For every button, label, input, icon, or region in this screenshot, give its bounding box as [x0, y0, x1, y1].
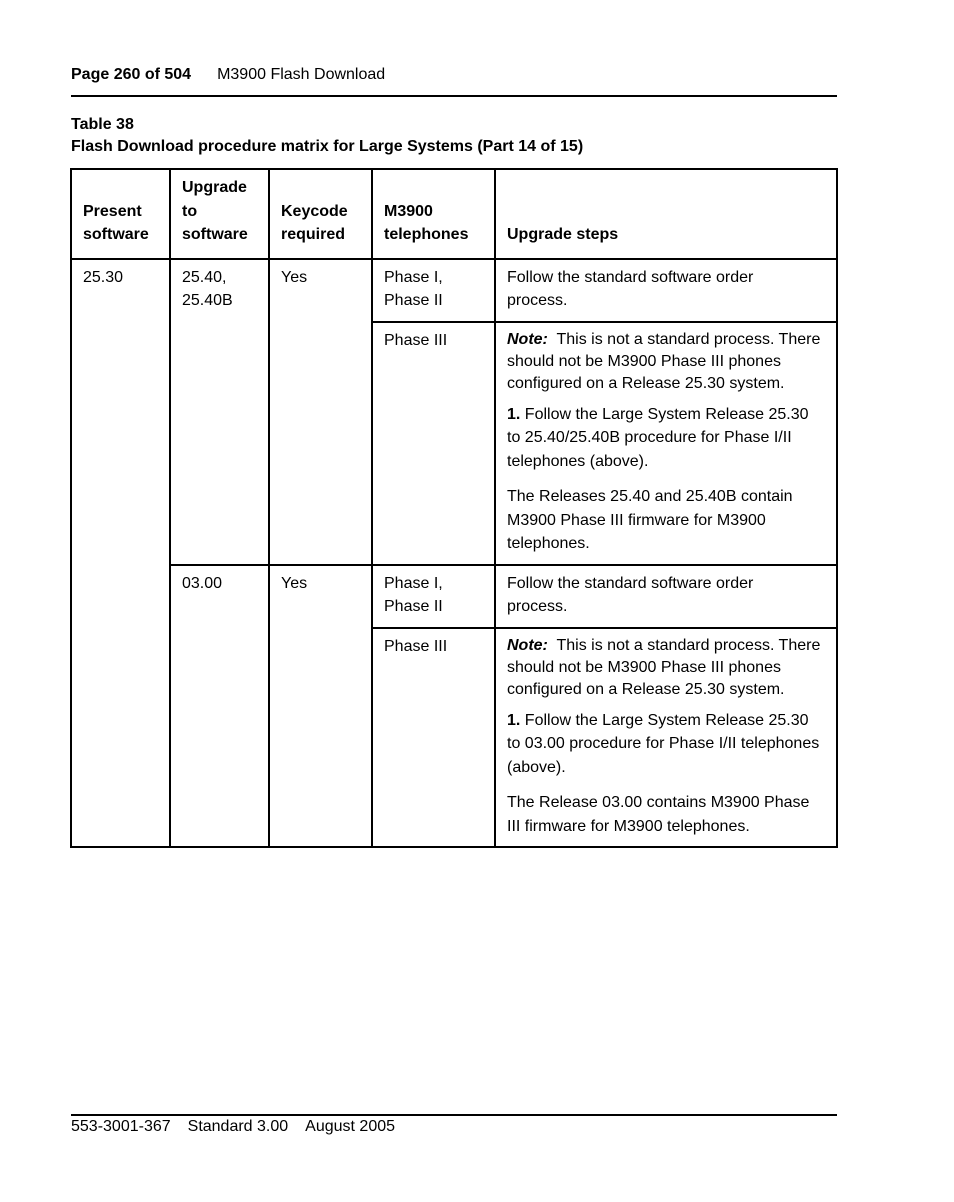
procedure-matrix-table [70, 168, 838, 848]
cell-telephones: Phase I, Phase II [372, 565, 495, 628]
cell-upgrade-steps [495, 322, 837, 565]
cell-present-software: 25.30 [71, 259, 170, 848]
table-caption [71, 114, 583, 158]
closing-paragraph: The Releases 25.40 and 25.40B contain M3900 Phase III firmware for M3900 telephones. [507, 488, 793, 552]
table-row [71, 259, 837, 322]
header-upgrade-to-software: Upgrade to software [170, 169, 269, 259]
publication-date: August 2005 [305, 1118, 396, 1135]
page-number: Page 260 of 504 [71, 66, 192, 83]
cell-upgrade-to: 25.40, 25.40B [170, 259, 269, 565]
cell-upgrade-steps [495, 628, 837, 848]
note-paragraph: Note: This is not a standard process. There should not be M3900 Phase III phones configured on a Release 25.30 system. [507, 330, 821, 392]
cell-telephones: Phase I, Phase II [372, 259, 495, 322]
standard-version: Standard 3.00 [187, 1118, 289, 1135]
step-paragraph: 1. Follow the Large System Release 25.30 to 25.40/25.40B procedure for Phase I/II telephones (above). [507, 405, 809, 470]
page-header [71, 66, 385, 84]
document-title: M3900 Flash Download [217, 66, 386, 83]
header-present-software: Present software [71, 169, 170, 259]
header-rule [71, 95, 837, 97]
doc-number: 553-3001-367 [71, 1118, 171, 1135]
header-m3900-telephones: M3900 telephones [372, 169, 495, 259]
table-title: Flash Download procedure matrix for Large Systems (Part 14 of 15) [71, 138, 584, 155]
cell-upgrade-steps: Follow the standard software order process. [495, 259, 837, 322]
step-paragraph: 1. Follow the Large System Release 25.30 to 03.00 procedure for Phase I/II telephones (above). [507, 711, 820, 776]
footer-rule [71, 1114, 837, 1116]
table-label: Table 38 [71, 116, 134, 133]
cell-keycode: Yes [269, 259, 372, 565]
cell-keycode: Yes [269, 565, 372, 848]
cell-upgrade-steps: Follow the standard software order process. [495, 565, 837, 628]
page-footer [71, 1118, 412, 1136]
cell-telephones: Phase III [372, 628, 495, 848]
table-header-row [71, 169, 837, 259]
cell-upgrade-to: 03.00 [170, 565, 269, 848]
header-upgrade-steps: Upgrade steps [495, 169, 837, 259]
cell-telephones: Phase III [372, 322, 495, 565]
table-row [71, 565, 837, 628]
header-keycode-required: Keycode required [269, 169, 372, 259]
closing-paragraph: The Release 03.00 contains M3900 Phase III firmware for M3900 telephones. [507, 794, 810, 835]
note-paragraph: Note: This is not a standard process. There should not be M3900 Phase III phones configured on a Release 25.30 system. [507, 636, 821, 698]
